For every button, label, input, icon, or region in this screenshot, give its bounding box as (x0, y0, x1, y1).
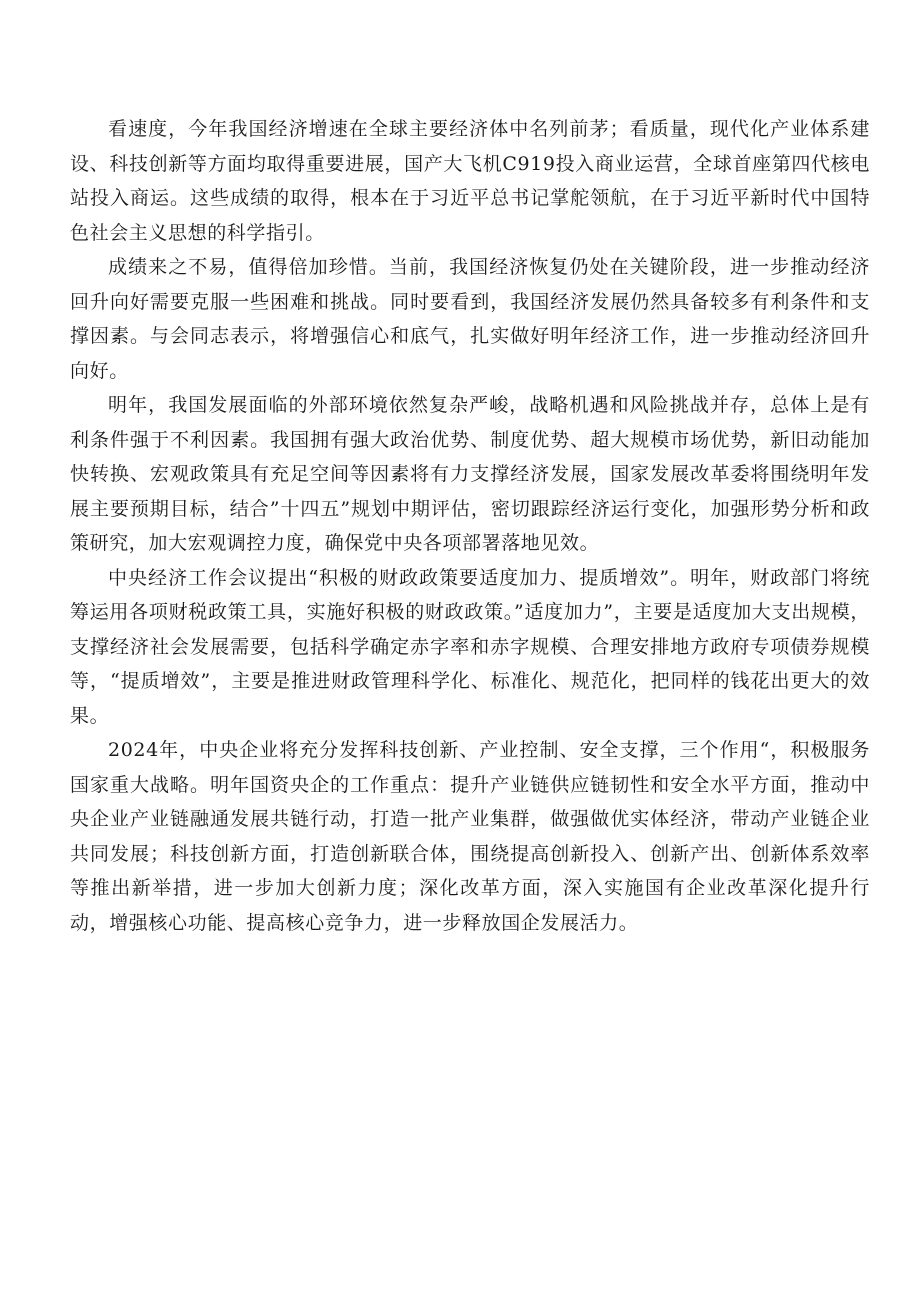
paragraph-1: 看速度，今年我国经济增速在全球主要经济体中名列前茅；看质量，现代化产业体系建设、科技创新等方面均取得重要进展，国产大飞机C919投入商业运营，全球首座第四代核电站投入商运。这些成绩的取得，根本在于习近平总书记掌舵领航，在于习近平新时代中国特色社会主义思想的科学指引。 (70, 118, 870, 244)
paragraph-3: 明年，我国发展面临的外部环境依然复杂严峻，战略机遇和风险挑战并存，总体上是有利条件强于不利因素。我国拥有强大政治优势、制度优势、超大规模市场优势，新旧动能加快转换、宏观政策具有充足空间等因素将有力支撑经济发展，国家发展改革委将围绕明年发展主要预期目标，结合”十四五”规划中期评估，密切跟踪经济运行变化，加强形势分析和政策研究，加大宏观调控力度，确保党中央各项部署落地见效。 (70, 394, 870, 554)
paragraph-5: 2024年，中央企业将充分发挥科技创新、产业控制、安全支撑，三个作用“，积极服务国家重大战略。明年国资央企的工作重点：提升产业链供应链韧性和安全水平方面，推动中央企业产业链融通发展共链行动，打造一批产业集群，做强做优实体经济，带动产业链企业共同发展；科技创新方面，打造创新联合体，围绕提高创新投入、创新产出、创新体系效率等推出新举措，进一步加大创新力度；深化改革方面，深入实施国有企业改革深化提升行动，增强核心功能、提高核心竞争力，进一步释放国企发展活力。 (70, 739, 870, 934)
document-body (70, 112, 870, 940)
paragraph-2: 成绩来之不易，值得倍加珍惜。当前，我国经济恢复仍处在关键阶段，进一步推动经济回升向好需要克服一些困难和挑战。同时要看到，我国经济发展仍然具备较多有利条件和支撑因素。与会同志表示，将增强信心和底气，扎实做好明年经济工作，进一步推动经济回升向好。 (70, 256, 870, 382)
paragraph-4: 中央经济工作会议提出“积极的财政政策要适度加力、提质增效”。明年，财政部门将统筹运用各项财税政策工具，实施好积极的财政政策。”适度加力”，主要是适度加大支出规模，支撑经济社会发展需要，包括科学确定赤字率和赤字规模、合理安排地方政府专项债券规模等，“提质增效”，主要是推进财政管理科学化、标准化、规范化，把同样的钱花出更大的效果。 (70, 566, 870, 727)
